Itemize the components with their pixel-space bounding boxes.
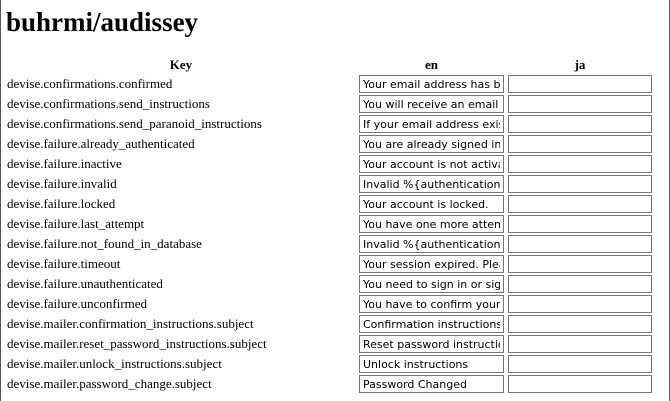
ja-translation-input[interactable]: [508, 195, 652, 213]
translations-table: [4, 54, 655, 395]
ja-translation-input[interactable]: [508, 355, 652, 373]
en-translation-input[interactable]: [359, 155, 504, 173]
ja-translation-input[interactable]: [508, 95, 652, 113]
en-cell: [358, 215, 505, 233]
ja-cell: [507, 235, 653, 253]
table-row: [6, 75, 653, 93]
en-translation-input[interactable]: [359, 335, 504, 353]
ja-cell: [507, 375, 653, 393]
window-left-edge: [0, 0, 1, 401]
en-cell: [358, 375, 505, 393]
translation-key: devise.failure.timeout: [7, 256, 121, 271]
table-row: [6, 195, 653, 213]
translation-key: devise.mailer.confirmation_instructions.subject: [7, 316, 254, 331]
table-row: [6, 235, 653, 253]
translation-key: devise.mailer.reset_password_instructions.subject: [7, 336, 267, 351]
translation-key: devise.mailer.password_change.subject: [7, 376, 212, 391]
en-translation-input[interactable]: [359, 95, 504, 113]
translation-key: devise.confirmations.send_paranoid_instructions: [7, 116, 262, 131]
translation-key: devise.confirmations.confirmed: [7, 76, 173, 91]
en-cell: [358, 175, 505, 193]
translation-key: devise.failure.inactive: [7, 156, 122, 171]
ja-cell: [507, 95, 653, 113]
en-translation-input[interactable]: [359, 75, 504, 93]
table-row: [6, 155, 653, 173]
table-row: [6, 375, 653, 393]
table-row: [6, 355, 653, 373]
en-cell: [358, 255, 505, 273]
translation-key: devise.confirmations.send_instructions: [7, 96, 210, 111]
en-cell: [358, 115, 505, 133]
ja-translation-input[interactable]: [508, 335, 652, 353]
ja-translation-input[interactable]: [508, 135, 652, 153]
en-translation-input[interactable]: [359, 375, 504, 393]
table-row: [6, 95, 653, 113]
ja-translation-input[interactable]: [508, 175, 652, 193]
en-cell: [358, 75, 505, 93]
ja-translation-input[interactable]: [508, 115, 652, 133]
ja-cell: [507, 295, 653, 313]
table-row: [6, 275, 653, 293]
ja-cell: [507, 195, 653, 213]
ja-cell: [507, 355, 653, 373]
ja-cell: [507, 315, 653, 333]
en-cell: [358, 155, 505, 173]
page-title: buhrmi/audissey: [6, 7, 199, 37]
translation-key: devise.failure.unconfirmed: [7, 296, 148, 311]
en-cell: [358, 355, 505, 373]
ja-cell: [507, 115, 653, 133]
ja-translation-input[interactable]: [508, 315, 652, 333]
en-translation-input[interactable]: [359, 295, 504, 313]
table-header-row: [6, 56, 653, 73]
key-column-header: Key: [169, 56, 193, 72]
translation-key: devise.failure.not_found_in_database: [7, 236, 202, 251]
en-cell: [358, 275, 505, 293]
ja-translation-input[interactable]: [508, 215, 652, 233]
en-cell: [358, 295, 505, 313]
ja-translation-input[interactable]: [508, 75, 652, 93]
en-cell: [358, 335, 505, 353]
ja-translation-input[interactable]: [508, 155, 652, 173]
ja-cell: [507, 135, 653, 153]
translation-key: devise.failure.last_attempt: [7, 216, 145, 231]
en-cell: [358, 95, 505, 113]
en-translation-input[interactable]: [359, 255, 504, 273]
en-cell: [358, 315, 505, 333]
ja-cell: [507, 275, 653, 293]
translation-key: devise.failure.unauthenticated: [7, 276, 163, 291]
ja-cell: [507, 335, 653, 353]
ja-cell: [507, 175, 653, 193]
en-cell: [358, 235, 505, 253]
en-translation-input[interactable]: [359, 235, 504, 253]
en-translation-input[interactable]: [359, 135, 504, 153]
en-translation-input[interactable]: [359, 355, 504, 373]
en-cell: [358, 135, 505, 153]
en-cell: [358, 195, 505, 213]
table-row: [6, 135, 653, 153]
ja-translation-input[interactable]: [508, 255, 652, 273]
ja-translation-input[interactable]: [508, 275, 652, 293]
ja-cell: [507, 215, 653, 233]
en-translation-input[interactable]: [359, 215, 504, 233]
ja-column-header: ja: [574, 56, 586, 72]
ja-translation-input[interactable]: [508, 375, 652, 393]
ja-cell: [507, 155, 653, 173]
translation-key: devise.failure.locked: [7, 196, 116, 211]
translations-table-body: [6, 75, 653, 393]
table-row: [6, 295, 653, 313]
ja-translation-input[interactable]: [508, 235, 652, 253]
ja-cell: [507, 75, 653, 93]
table-row: [6, 255, 653, 273]
translation-key: devise.mailer.unlock_instructions.subject: [7, 356, 222, 371]
table-row: [6, 315, 653, 333]
en-translation-input[interactable]: [359, 175, 504, 193]
table-row: [6, 115, 653, 133]
translation-key: devise.failure.invalid: [7, 176, 117, 191]
ja-translation-input[interactable]: [508, 295, 652, 313]
table-row: [6, 335, 653, 353]
en-translation-input[interactable]: [359, 275, 504, 293]
en-translation-input[interactable]: [359, 195, 504, 213]
ja-cell: [507, 255, 653, 273]
table-row: [6, 175, 653, 193]
en-column-header: en: [425, 56, 438, 72]
en-translation-input[interactable]: [359, 315, 504, 333]
table-row: [6, 215, 653, 233]
en-translation-input[interactable]: [359, 115, 504, 133]
translation-key: devise.failure.already_authenticated: [7, 136, 195, 151]
